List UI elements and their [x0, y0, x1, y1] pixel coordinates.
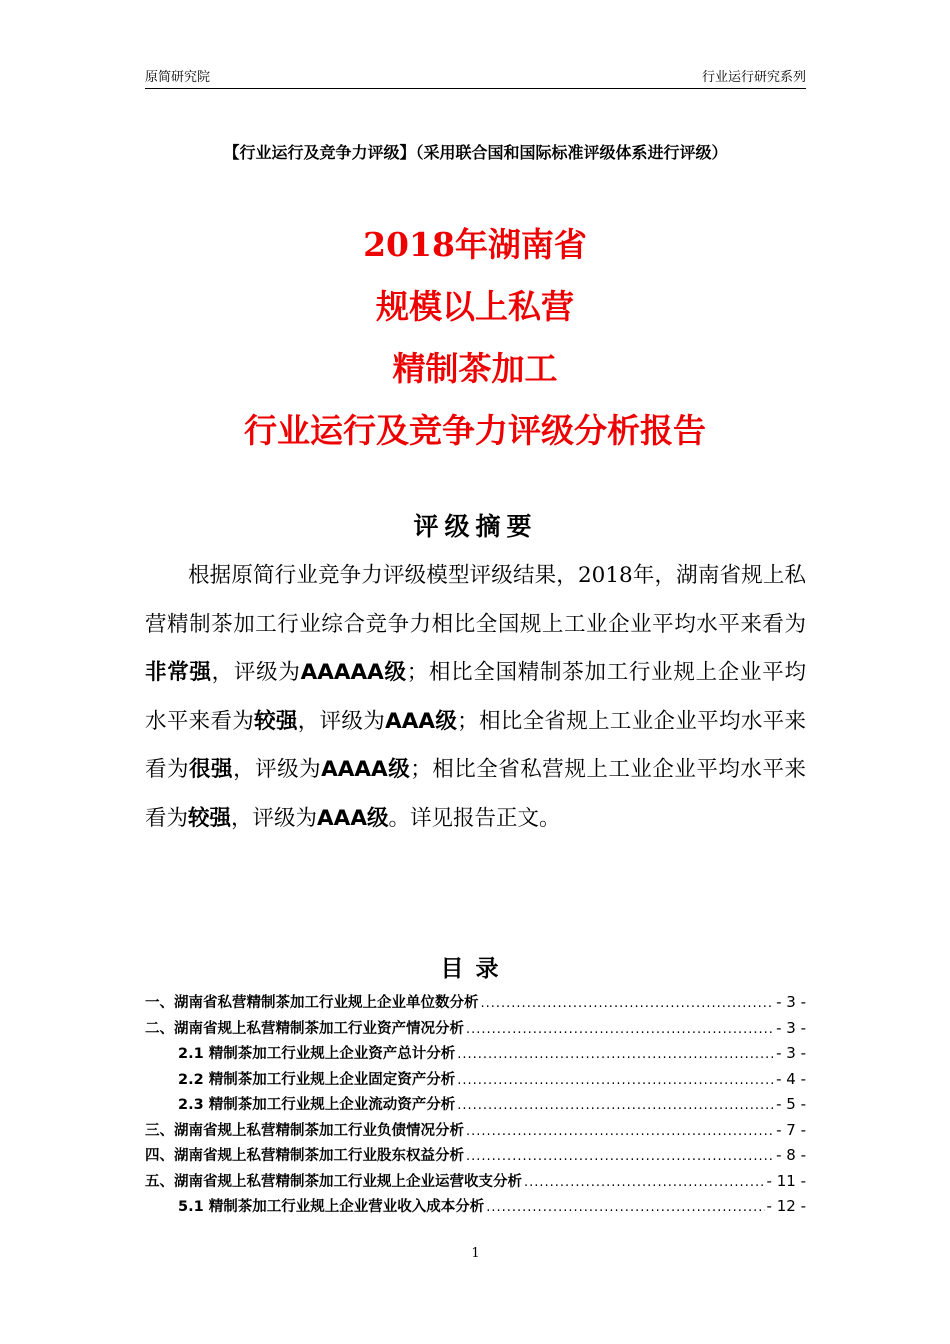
toc-item-page: - 7 -: [776, 1120, 806, 1139]
toc-leader-dots: [486, 1194, 764, 1221]
summary-text-4: ，评级为: [297, 708, 386, 734]
toc-leader-dots: [466, 1016, 774, 1043]
toc-item[interactable]: [145, 1067, 806, 1093]
report-title: [100, 214, 850, 462]
toc-heading: 目录: [440, 956, 511, 982]
toc-item[interactable]: [145, 1194, 806, 1220]
summary-text-9: 。详见报告正文。: [388, 805, 561, 831]
toc-leader-dots: [466, 1118, 774, 1145]
toc-leader-dots: [524, 1169, 765, 1196]
toc-item-label: 2.2 精制茶加工行业规上企业固定资产分析: [178, 1071, 456, 1088]
summary-text-7: ；相比全省私营规上工业企业平均水平来看为: [145, 757, 806, 831]
toc-item-page: - 4 -: [776, 1069, 806, 1088]
header-organization: 原简研究院: [145, 70, 211, 85]
toc-item-page: - 8 -: [776, 1146, 806, 1164]
toc-item-label: 5.1 精制茶加工行业规上企业营业收入成本分析: [178, 1199, 485, 1215]
toc-leader-dots: [457, 1092, 774, 1119]
summary-rating-province: 很强: [189, 757, 234, 782]
toc-item-page: - 3 -: [776, 1044, 806, 1062]
summary-grade-national: AAAAA级: [300, 660, 407, 685]
toc-item[interactable]: [145, 990, 806, 1016]
toc-item-label: 三、湖南省规上私营精制茶加工行业负债情况分析: [145, 1122, 464, 1139]
toc-item[interactable]: [145, 1041, 806, 1067]
title-line-2: 规模以上私营: [376, 287, 574, 326]
toc-item-label: 2.3 精制茶加工行业规上企业流动资产分析: [178, 1097, 456, 1113]
table-of-contents: [145, 990, 806, 1220]
rating-note: 【行业运行及竞争力评级】（采用联合国和国际标准评级体系进行评级）: [223, 143, 728, 162]
title-line-4: 行业运行及竞争力评级分析报告: [244, 411, 706, 450]
toc-leader-dots: [457, 1067, 774, 1094]
toc-item-page: - 5 -: [776, 1095, 806, 1113]
summary-text-8: ，评级为: [231, 805, 318, 831]
toc-leader-dots: [481, 990, 775, 1017]
page-number: 1: [471, 1246, 480, 1261]
toc-item-page: - 12 -: [766, 1197, 806, 1215]
summary-grade-province: AAAA级: [321, 757, 411, 782]
toc-item[interactable]: [145, 1092, 806, 1118]
toc-item-label: 四、湖南省规上私营精制茶加工行业股东权益分析: [145, 1148, 464, 1164]
toc-item[interactable]: [145, 1169, 806, 1195]
summary-rating-private: 较强: [188, 805, 232, 831]
toc-item-label: 一、湖南省私营精制茶加工行业规上企业单位数分析: [145, 995, 479, 1011]
title-line-1: 2018年湖南省: [363, 225, 587, 264]
toc-item[interactable]: [145, 1118, 806, 1144]
toc-item-label: 五、湖南省规上私营精制茶加工行业规上企业运营收支分析: [145, 1173, 522, 1190]
toc-item-label: 二、湖南省规上私营精制茶加工行业资产情况分析: [145, 1020, 464, 1037]
summary-heading: 评级摘要: [413, 512, 538, 541]
toc-leader-dots: [457, 1041, 774, 1068]
summary-text-5: ；相比全省规上工业企业平均水平来看为: [145, 708, 806, 782]
toc-item[interactable]: [145, 1016, 806, 1042]
summary-text-6: ，评级为: [233, 757, 322, 782]
summary-text-1: 根据原简行业竞争力评级模型评级结果，2018年，湖南省规上私营精制茶加工行业综合竞争力相比全国规上工业企业平均水平来看为: [145, 563, 806, 637]
toc-leader-dots: [466, 1143, 774, 1170]
toc-item[interactable]: [145, 1143, 806, 1169]
toc-item-page: - 3 -: [776, 1018, 806, 1037]
header-series: 行业运行研究系列: [701, 70, 806, 85]
summary-rating-industry: 较强: [254, 708, 298, 734]
page-header: [145, 66, 806, 89]
summary-text-2: ，评级为: [211, 660, 301, 685]
toc-item-label: 2.1 精制茶加工行业规上企业资产总计分析: [178, 1046, 456, 1062]
title-line-3: 精制茶加工: [392, 349, 558, 388]
summary-grade-private: AAA级: [317, 805, 389, 831]
toc-item-page: - 11 -: [766, 1171, 806, 1190]
summary-paragraph: [145, 552, 806, 843]
toc-item-page: - 3 -: [776, 993, 806, 1011]
summary-rating-national: 非常强: [145, 660, 212, 685]
summary-grade-industry: AAA级: [385, 708, 458, 734]
summary-text-3: ；相比全国精制茶加工行业规上企业平均水平来看为: [145, 660, 806, 734]
